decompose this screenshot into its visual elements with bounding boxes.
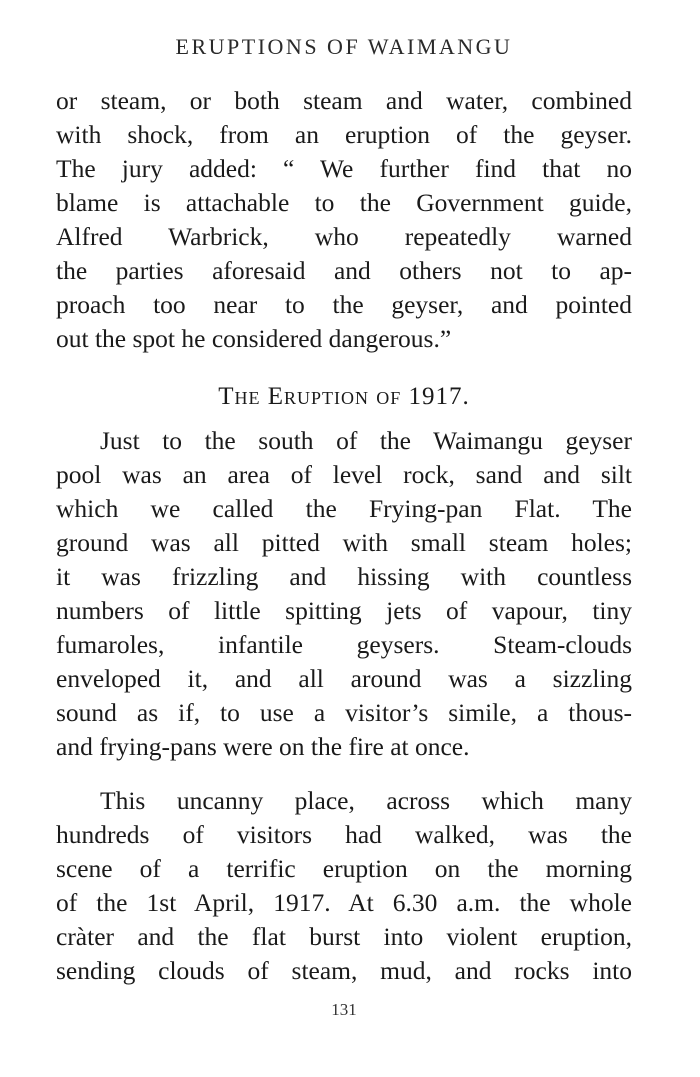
text-line: sending clouds of steam, mud, and rocks into [56,956,632,985]
text-line: out the spot he considered dangerous.” [56,324,452,353]
text-line: proach too near to the geyser, and pointed [56,290,632,319]
text-line: This uncanny place, across which many [100,786,632,815]
text-line: with shock, from an eruption of the geyser. [56,120,632,149]
text-line: ground was all pitted with small steam holes; [56,528,632,557]
text-line: Alfred Warbrick, who repeatedly warned [56,222,632,251]
text-line: which we called the Frying-pan Flat. The [56,494,632,523]
text-line: The jury added: “ We further find that no [56,154,632,183]
running-head: ERUPTIONS OF WAIMANGU [175,34,513,59]
section-heading [56,380,632,414]
text-line: the parties aforesaid and others not to ap- [56,256,632,285]
text-line: sound as if, to use a visitor’s simile, a thous- [56,698,632,727]
book-page [56,0,632,1077]
text-line: blame is attachable to the Government guide, [56,188,632,217]
text-line: enveloped it, and all around was a sizzling [56,664,632,693]
section-heading-words: The Eruption of [218,383,402,410]
section-heading-year: 1917. [408,383,470,410]
text-line: Just to the south of the Waimangu geyser [100,426,632,455]
text-line: or steam, or both steam and water, combined [56,86,632,115]
page-number: 131 [331,1000,357,1019]
text-line: scene of a terrific eruption on the morning [56,854,632,883]
text-line: numbers of little spitting jets of vapour, tiny [56,596,632,625]
text-line: fumaroles, infantile geysers. Steam-clouds [56,630,632,659]
text-line: cràter and the flat burst into violent eruption, [56,922,632,951]
text-line: it was frizzling and hissing with countless [56,562,632,591]
text-line: pool was an area of level rock, sand and silt [56,460,632,489]
text-line: and frying-pans were on the fire at once. [56,732,470,761]
text-line: of the 1st April, 1917. At 6.30 a.m. the whole [56,888,632,917]
text-line: hundreds of visitors had walked, was the [56,820,632,849]
